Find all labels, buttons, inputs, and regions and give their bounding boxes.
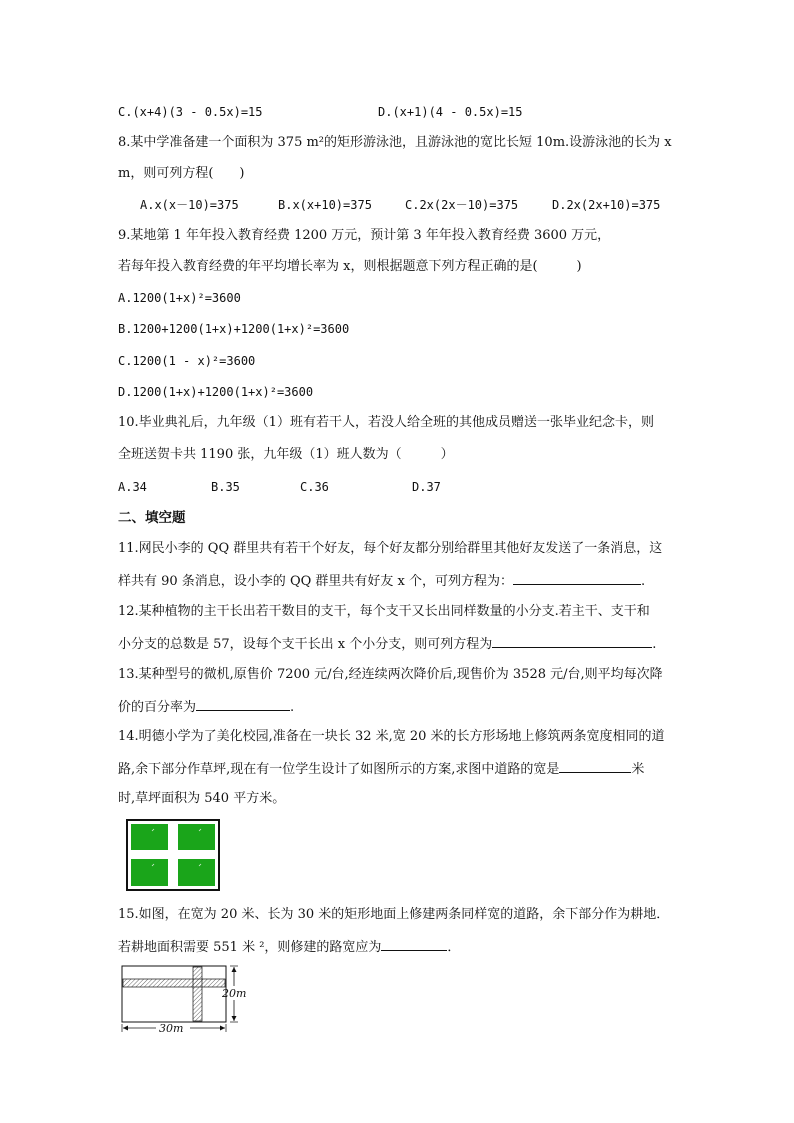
q8-option-c: C.2x(2x－10)=375 [405,198,519,212]
q10-option-c: C.36 [300,480,329,494]
q12-line2-text: 小分支的总数是 57，设每个支干长出 x 个小分支，则可列方程为 [118,637,493,652]
q9-line2: 若每年投入教育经费的年平均增长率为 x，则根据题意下列方程正确的是( ) [118,259,582,274]
section-fill-in-heading: 二、填空题 [118,510,186,526]
q13-line2-text: 价的百分率为 [118,700,197,715]
q14-line3: 时,草坪面积为 540 平方米。 [118,791,286,806]
q10-option-b: B.35 [211,480,240,494]
q11-answer-blank[interactable] [513,571,641,585]
q13-answer-blank[interactable] [196,697,290,711]
q12-answer-blank[interactable] [492,634,652,648]
q15-road-figure [118,962,258,1034]
q8-line2: m，则可列方程( ) [118,166,245,181]
q12-period: . [652,637,657,652]
q15-line2 [118,937,460,957]
q14-lawn-svg [126,819,220,891]
q14-line2 [118,759,644,779]
q8-option-a: A.x(x－10)=375 [140,198,239,212]
q11-line1: 11.网民小李的 QQ 群里共有若干个好友，每个好友都分别给群里其他好友发送了一条消息，这 [118,541,663,556]
q9-option-a: A.1200(1+x)²=3600 [118,291,241,305]
q15-answer-blank[interactable] [381,937,447,951]
q15-period: ． [447,940,461,955]
q11-line2 [118,571,645,591]
q10-option-d: D.37 [412,480,441,494]
q12-line1: 12.某种植物的主干长出若干数目的支干，每个支干又长出同样数量的小分支.若主干、支干和 [118,604,650,619]
q14-lawn-top-right [178,824,215,850]
q13-line2 [118,697,294,717]
q9-option-d: D.1200(1+x)+1200(1+x)²=3600 [118,385,314,399]
q9-option-c: C.1200(1 - x)²=3600 [118,354,256,368]
q12-line2 [118,634,656,654]
q15-height-arrow-up [232,967,237,972]
q14-lawn-bottom-right [178,859,215,886]
q8-option-b: B.x(x+10)=375 [278,198,372,212]
q14-line2-text: 路,余下部分作草坪,现在有一位学生设计了如图所示的方案,求图中道路的宽是 [118,762,560,777]
q15-line2-text: 若耕地面积需要 551 米 ²，则修建的路宽应为 [118,940,382,955]
q14-answer-blank[interactable] [559,759,631,773]
q15-vertical-road [193,967,202,1021]
q13-period: . [290,700,295,715]
q15-width-label: 30m [159,1022,184,1034]
q15-road-svg [118,962,258,1034]
q13-line1: 13.某种型号的微机,原售价 7200 元/台,经连续两次降价后,现售价为 3528 元/台,则平均每次降 [118,667,663,682]
q14-lawn-top-left [131,824,168,850]
q11-period: . [640,574,646,589]
q10-line2: 全班送贺卡共 1190 张，九年级（1）班人数为（ ） [118,447,454,462]
q15-horizontal-road [123,979,225,987]
q8-option-d: D.2x(2x+10)=375 [552,198,661,212]
q14-lawn-bottom-left [131,859,168,886]
q15-width-arrow-left [123,1026,128,1031]
q15-height-label: 20m [222,987,247,1000]
q15-width-arrow-right [220,1026,225,1031]
q9-option-b: B.1200+1200(1+x)+1200(1+x)²=3600 [118,322,350,336]
q14-lawn-figure [126,819,220,891]
q10-line1: 10.毕业典礼后，九年级（1）班有若干人，若没人给全班的其他成员赠送一张毕业纪念卡，则 [118,415,654,430]
q11-line2-text: 样共有 90 条消息，设小李的 QQ 群里共有好友 x 个，可列方程为： [118,574,513,589]
q8-line1: 8.某中学准备建一个面积为 375 m²的矩形游泳池，且游泳池的宽比长短 10m.设游泳池的长为 x [118,135,672,150]
q9-line1: 9.某地第 1 年年投入教育经费 1200 万元，预计第 3 年年投入教育经费 3600 万元， [118,228,611,243]
q10-option-a: A.34 [118,480,147,494]
q7-option-c: C.(x+4)(3 - 0.5x)=15 [118,105,263,119]
q14-line1: 14.明德小学为了美化校园,准备在一块长 32 米,宽 20 米的长方形场地上修筑两条宽度相同的道 [118,729,665,744]
q15-line1: 15.如图，在宽为 20 米、长为 30 米的矩形地面上修建两条同样宽的道路，余下部分作为耕地． [118,907,670,922]
q7-option-d: D.(x+1)(4 - 0.5x)=15 [378,105,523,119]
q15-field-border [122,966,226,1022]
q14-unit: 米 [631,762,645,777]
q15-height-arrow-down [232,1016,237,1021]
